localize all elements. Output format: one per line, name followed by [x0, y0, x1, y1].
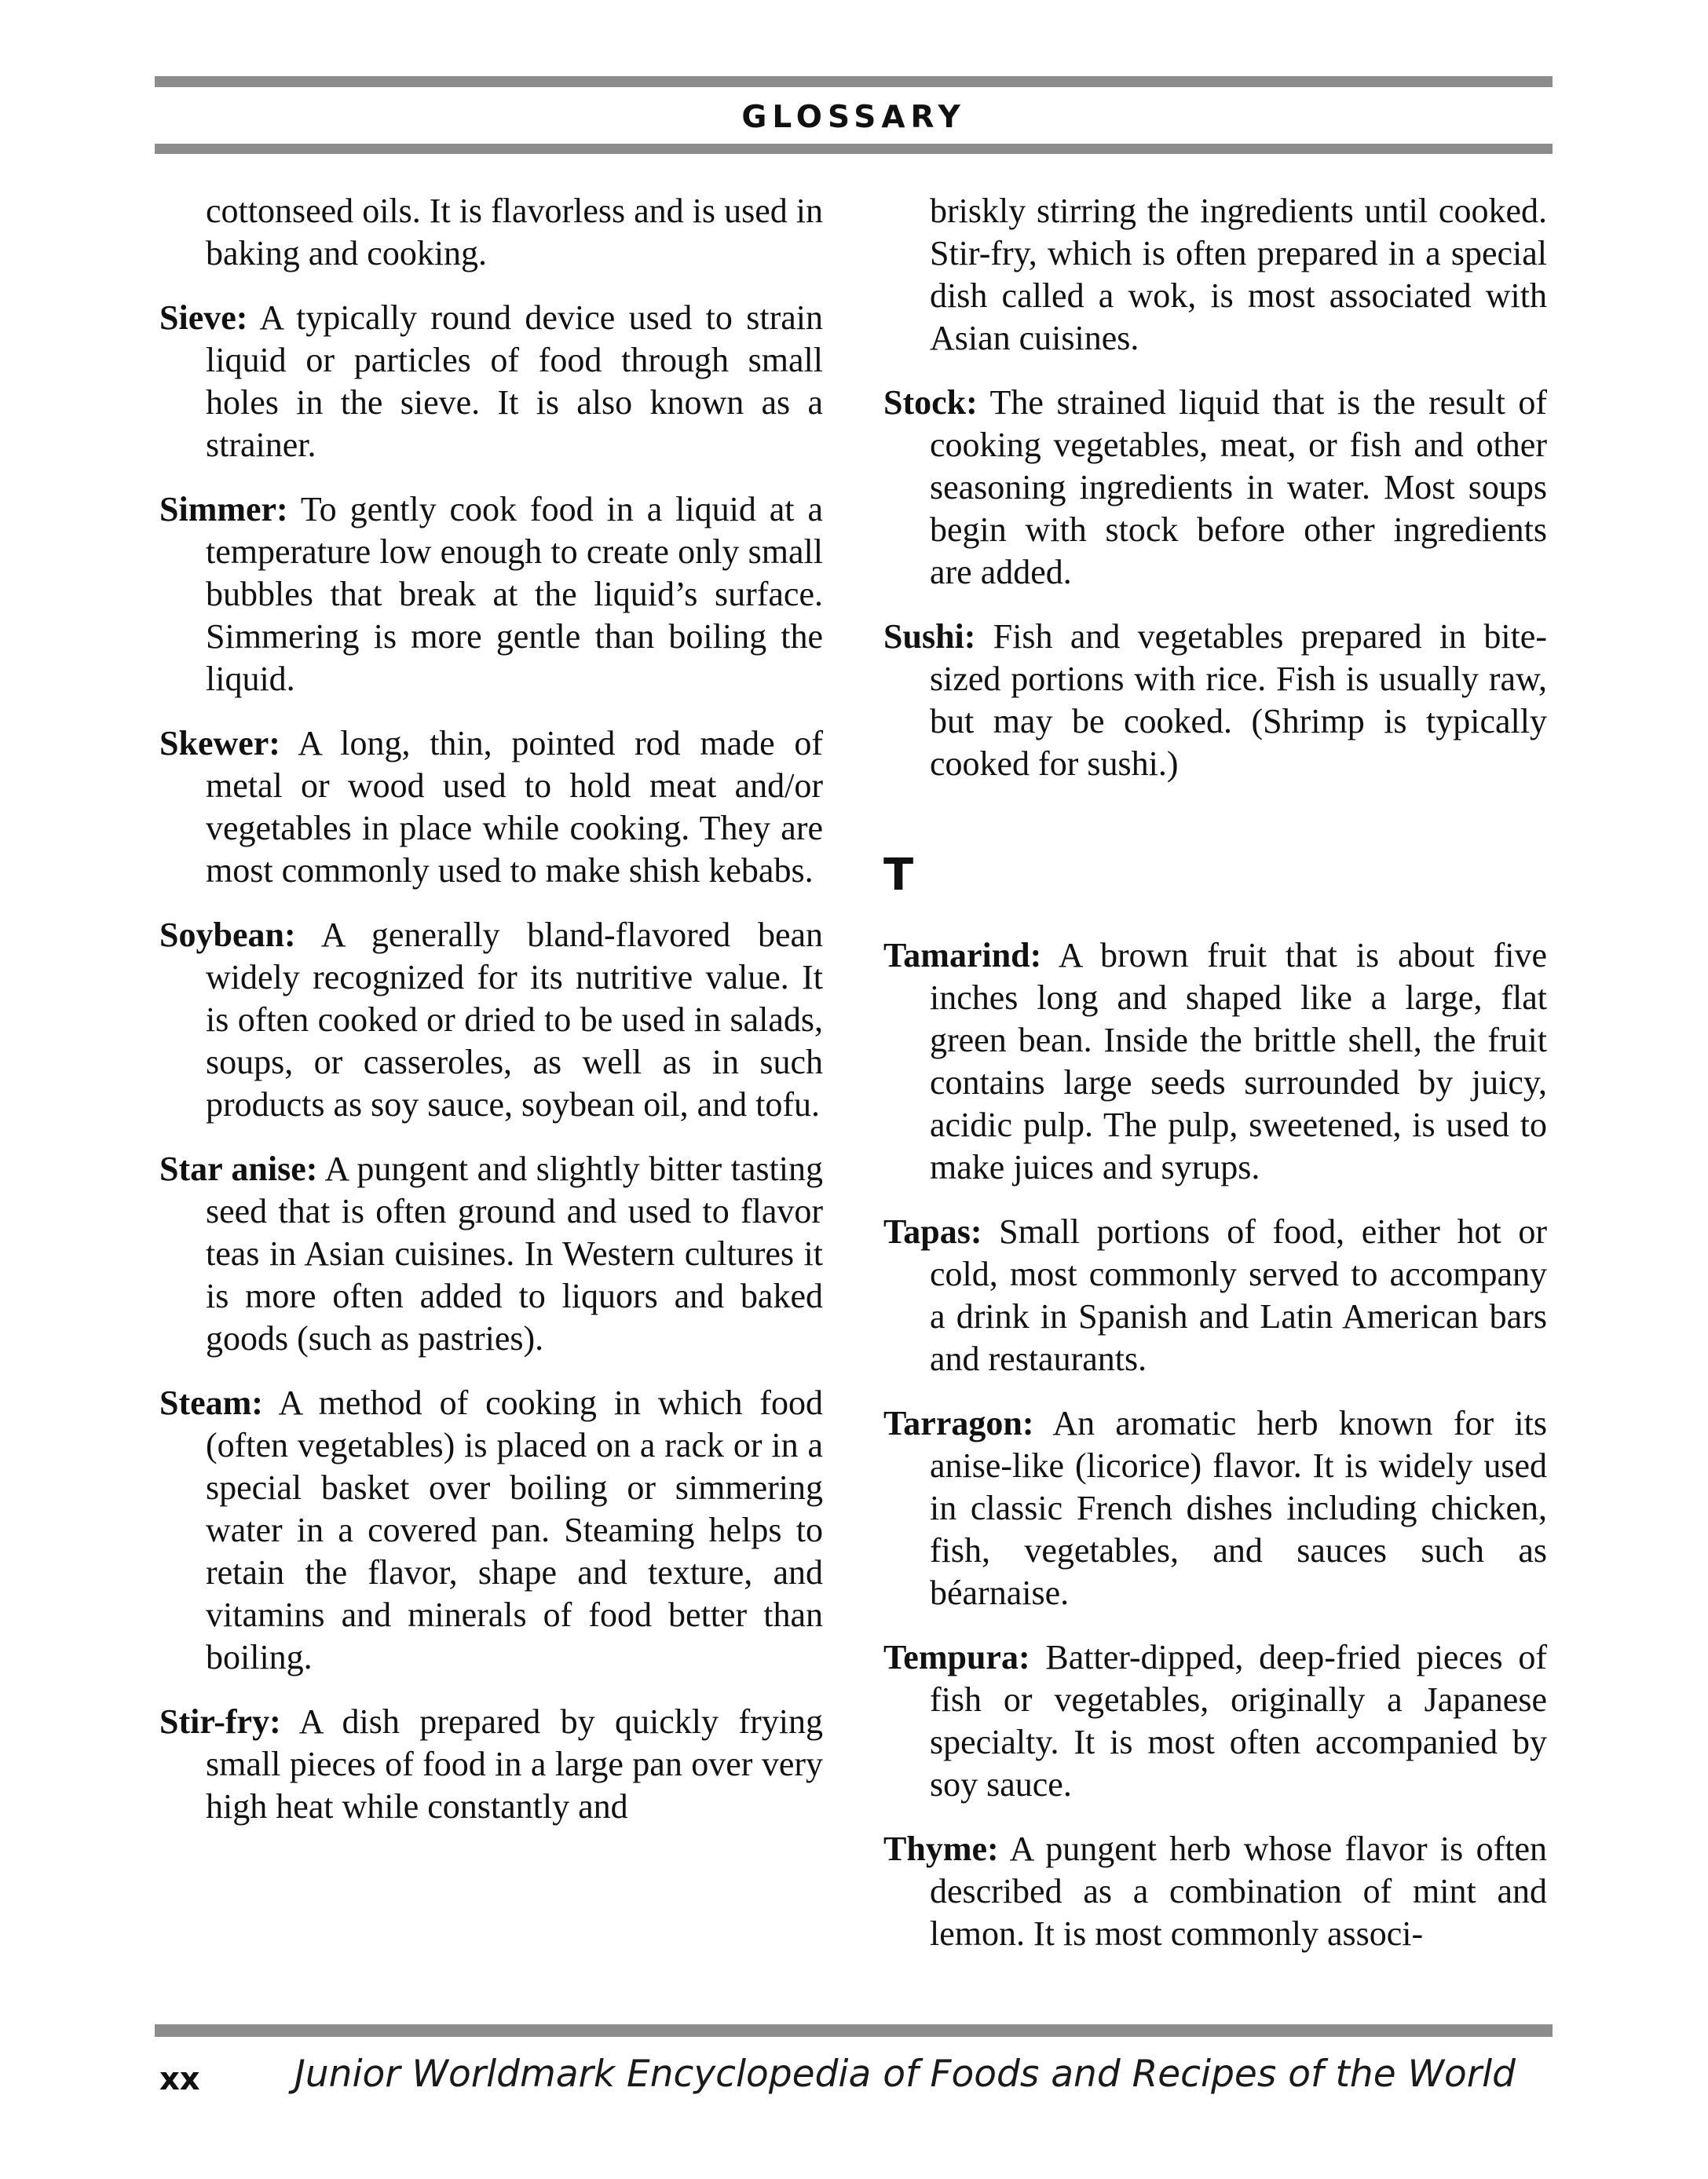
glossary-entry-thyme: [883, 1828, 1547, 1955]
glossary-definition: A brown fruit that is about five inches long and shaped like a large, flat green bean. Inside the brittle shell, the fruit contains large seeds surrounded by juicy, acidic pulp. The pulp, sweetened, is used to make juices and syrups.: [930, 936, 1548, 1186]
continued-definition: cottonseed oils. It is flavorless and is used in baking and cooking.: [206, 192, 823, 272]
glossary-definition: Small portions of food, either hot or cold, most commonly served to accompany a drink in Spanish and Latin American bars and restaurants.: [930, 1212, 1548, 1378]
glossary-term: Thyme:: [883, 1830, 999, 1868]
section-letter-heading: T: [883, 850, 914, 901]
glossary-definition: A long, thin, pointed rod made of metal or wood used to hold meat and/or vegetables in place while cooking. They are most commonly used to make shish kebabs.: [206, 724, 824, 890]
header-rule-top: [155, 76, 1553, 87]
right-column: [883, 190, 1547, 1977]
glossary-entry-skewer: [159, 722, 823, 892]
glossary-definition: A pungent herb whose flavor is often described as a combination of mint and lemon. It is most commonly associ-: [930, 1830, 1548, 1953]
glossary-term: Steam:: [159, 1384, 263, 1422]
glossary-definition: A generally bland-flavored bean widely recognized for its nutritive value. It is often cooked or dried to be used in salads, soups, or casseroles, as well as in such products as soy sauce, soybean oil, and tofu.: [206, 916, 823, 1124]
footer-rule: [155, 2024, 1553, 2037]
glossary-definition: A method of cooking in which food (often vegetables) is placed on a rack or in a special basket over boiling or simmering water in a covered pan. Steaming helps to retain the flavor, shape and texture, and vitamins and minerals of food better than boiling.: [206, 1384, 824, 1676]
page-number: xx: [159, 2061, 200, 2097]
running-head: GLOSSARY: [741, 100, 966, 135]
glossary-term: Simmer:: [159, 490, 288, 528]
glossary-definition: An aromatic herb known for its anise-like (licorice) flavor. It is widely used in classic French dishes including chicken, fish, vegetables, and sauces such as béarnaise.: [930, 1404, 1547, 1612]
glossary-term: Sushi:: [883, 617, 976, 656]
glossary-term: Sieve:: [159, 298, 248, 337]
glossary-definition: The strained liquid that is the result of cooking vegetables, meat, or fish and other seasoning ingredients in water. Most soups begin with stock before other ingredients are added.: [930, 383, 1547, 591]
left-column: [159, 190, 823, 1850]
glossary-term: Tapas:: [883, 1212, 982, 1251]
book-title: Junior Worldmark Encyclopedia of Foods and Recipes of the World: [294, 2053, 1516, 2096]
glossary-definition: To gently cook food in a liquid at a temperature low enough to create only small bubbles that break at the liquid’s surface. Simmering is more gentle than boiling the liquid.: [206, 490, 823, 698]
glossary-entry-stock: [883, 382, 1547, 594]
glossary-term: Soybean:: [159, 916, 296, 954]
glossary-definition: A pungent and slightly bitter tasting seed that is often ground and used to flavor teas in Asian cuisines. In Western cultures it is more often added to liquors and baked goods (such as pastries).: [206, 1150, 823, 1358]
glossary-term: Star anise:: [159, 1150, 318, 1188]
glossary-entry-sieve: [159, 297, 823, 466]
glossary-entry-tamarind: [883, 934, 1547, 1189]
glossary-term: Tamarind:: [883, 936, 1042, 974]
glossary-entry-tarragon: [883, 1402, 1547, 1614]
glossary-entry-sushi: [883, 616, 1547, 785]
glossary-entry-tempura: [883, 1636, 1547, 1806]
glossary-term: Stock:: [883, 383, 978, 422]
glossary-definition: Fish and vegetables prepared in bite-sized portions with rice. Fish is usually raw, but may be cooked. (Shrimp is typically cooked for sushi.): [930, 617, 1547, 783]
glossary-entry-tapas: [883, 1211, 1547, 1380]
glossary-entry-simmer: [159, 488, 823, 700]
glossary-entry-stir-fry: [159, 1701, 823, 1828]
continued-definition: briskly stirring the ingredients until cooked. Stir-fry, which is often prepared in a special dish called a wok, is most associated with Asian cuisines.: [930, 192, 1547, 357]
glossary-term: Skewer:: [159, 724, 280, 762]
glossary-term: Tarragon:: [883, 1404, 1034, 1442]
glossary-definition: A dish prepared by quickly frying small pieces of food in a large pan over very high heat while constantly and: [206, 1702, 823, 1826]
glossary-entry-steam: [159, 1382, 823, 1679]
glossary-definition: Batter-dipped, deep-fried pieces of fish or vegetables, originally a Japanese specialty. It is most often accompanied by soy sauce.: [930, 1638, 1548, 1804]
glossary-entry-star-anise: [159, 1148, 823, 1360]
glossary-term: Tempura:: [883, 1638, 1030, 1676]
glossary-entry-soybean: [159, 914, 823, 1126]
header-rule-bottom: [155, 144, 1553, 154]
glossary-term: Stir-fry:: [159, 1702, 281, 1741]
glossary-definition: A typically round device used to strain liquid or particles of food through small holes in the sieve. It is also known as a strainer.: [206, 298, 823, 464]
